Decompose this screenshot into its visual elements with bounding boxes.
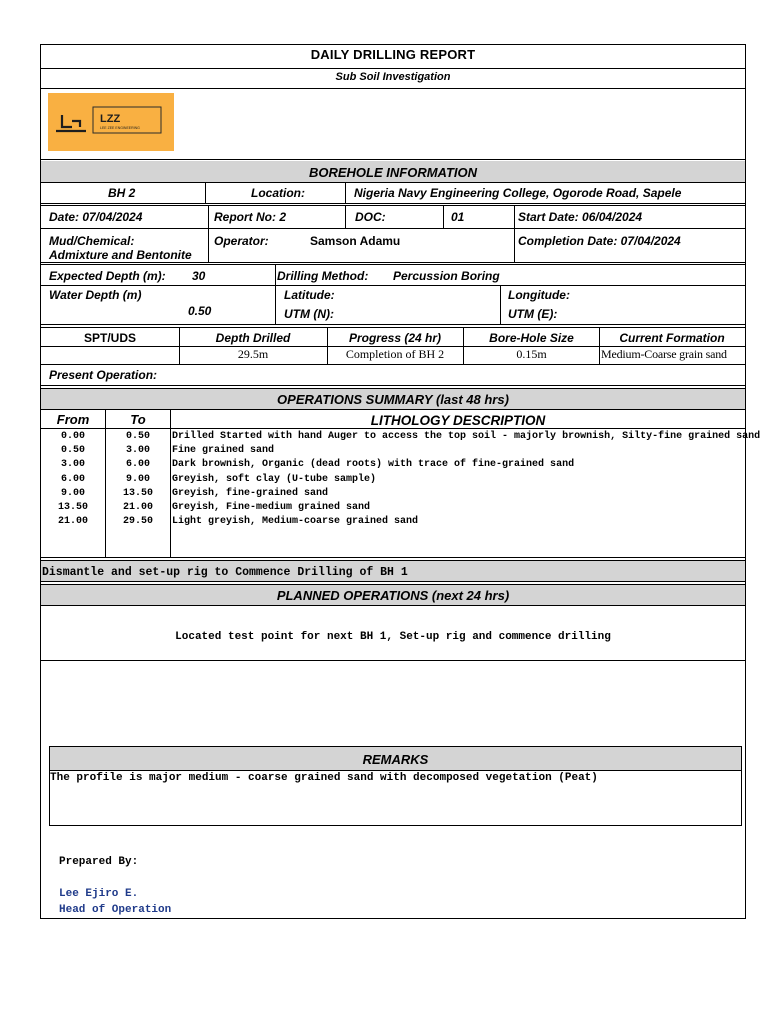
- report-date: Date: 07/04/2024: [49, 210, 143, 224]
- col-header-from: From: [56, 412, 90, 427]
- depth-from: 0.00: [60, 431, 85, 442]
- mud-value: Admixture and Bentonite: [49, 248, 192, 262]
- doc-label: DOC:: [355, 210, 386, 224]
- borehole-id: BH 2: [108, 186, 136, 200]
- value-progress: Completion of BH 2: [345, 347, 445, 361]
- preparer-role: Head of Operation: [59, 904, 172, 916]
- water-depth-value: 0.50: [188, 304, 212, 318]
- expected-depth-label: Expected Depth (m):: [49, 269, 166, 283]
- planned-title: PLANNED OPERATIONS (next 24 hrs): [276, 588, 510, 603]
- lithology-description: Greyish, soft clay (U-tube sample): [172, 473, 377, 485]
- depth-to: 0.50: [125, 431, 150, 442]
- operations-title: OPERATIONS SUMMARY (last 48 hrs): [277, 392, 509, 407]
- lithology-description: Greyish, Fine-medium grained sand: [172, 502, 371, 513]
- water-depth-label: Water Depth (m): [49, 288, 142, 302]
- mud-label: Mud/Chemical:: [49, 234, 135, 248]
- latitude-label: Latitude:: [284, 288, 335, 302]
- drilling-method-label: Drilling Method:: [277, 269, 369, 283]
- col-header-to: To: [130, 412, 146, 427]
- value-bore-size: 0.15m: [516, 347, 547, 361]
- depth-to: 3.00: [125, 445, 150, 457]
- prepared-by-label: Prepared By:: [59, 856, 139, 868]
- depth-to: 21.00: [122, 502, 153, 513]
- utm-e-label: UTM (E):: [508, 307, 558, 321]
- depth-to: 6.00: [125, 459, 150, 471]
- depth-to: 29.50: [122, 516, 153, 528]
- depth-from: 13.50: [57, 502, 88, 513]
- divider: [40, 182, 746, 183]
- utm-n-label: UTM (N):: [284, 307, 334, 321]
- depth-from: 9.00: [60, 487, 85, 499]
- col-header-spt: SPT/UDS: [83, 331, 136, 345]
- col-header-progress: Progress (24 hr): [348, 331, 442, 345]
- company-logo: [48, 93, 174, 151]
- lithology-description: Drilled Started with hand Auger to access the top soil - majorly brownish, Silty-fine grained sand: [172, 431, 761, 442]
- preparer-name: Lee Ejiro E.: [59, 888, 139, 900]
- borehole-section-title: BOREHOLE INFORMATION: [308, 165, 478, 180]
- divider: [40, 88, 746, 89]
- lithology-description: Fine grained sand: [172, 445, 275, 457]
- col-header-depth-drilled: Depth Drilled: [215, 331, 291, 345]
- planned-text: Located test point for next BH 1, Set-up rig and commence drilling: [175, 631, 611, 643]
- depth-from: 21.00: [57, 516, 88, 528]
- depth-to: 13.50: [122, 487, 153, 499]
- divider: [40, 68, 746, 69]
- col-header-formation: Current Formation: [619, 331, 725, 345]
- depth-from: 3.00: [60, 459, 85, 471]
- col-header-lithology: LITHOLOGY DESCRIPTION: [370, 413, 546, 428]
- lithology-description: Dark brownish, Organic (dead roots) with trace of fine-grained sand: [172, 459, 575, 471]
- operator-name: Samson Adamu: [310, 234, 401, 248]
- report-number: Report No: 2: [214, 210, 286, 224]
- remarks-text: The profile is major medium - coarse grained sand with decomposed vegetation (Peat): [50, 772, 598, 784]
- depth-from: 6.00: [60, 473, 85, 485]
- value-depth-drilled: 29.5m: [237, 347, 269, 361]
- location-value: Nigeria Navy Engineering College, Ogorode Road, Sapele: [354, 186, 682, 200]
- divider: [40, 159, 746, 160]
- start-date: Start Date: 06/04/2024: [518, 210, 643, 224]
- logo-text: LZZ: [100, 113, 121, 125]
- lithology-description: Greyish, fine-grained sand: [172, 487, 329, 499]
- value-formation: Medium-Coarse grain sand: [601, 347, 727, 361]
- longitude-label: Longitude:: [508, 288, 570, 302]
- report-subtitle: Sub Soil Investigation: [335, 71, 451, 83]
- depth-from: 0.50: [60, 445, 85, 457]
- expected-depth-value: 30: [192, 269, 206, 283]
- logo-subtext: LEE ZEE ENGINEERING: [100, 126, 140, 130]
- remarks-title: REMARKS: [362, 752, 429, 767]
- drilling-method-value: Percussion Boring: [393, 269, 500, 283]
- present-operation-label: Present Operation:: [49, 368, 158, 382]
- report-title: DAILY DRILLING REPORT: [310, 47, 476, 62]
- logo-mark-icon: [48, 93, 174, 151]
- doc-value: 01: [451, 210, 465, 224]
- lithology-description: Light greyish, Medium-coarse grained sand: [172, 516, 419, 528]
- depth-to: 9.00: [125, 473, 150, 485]
- location-label: Location:: [251, 186, 305, 200]
- completion-date: Completion Date: 07/04/2024: [518, 234, 681, 248]
- operator-label: Operator:: [214, 234, 269, 248]
- col-header-bore-size: Bore-Hole Size: [489, 331, 574, 345]
- operations-note: Dismantle and set-up rig to Commence Drilling of BH 1: [42, 566, 408, 579]
